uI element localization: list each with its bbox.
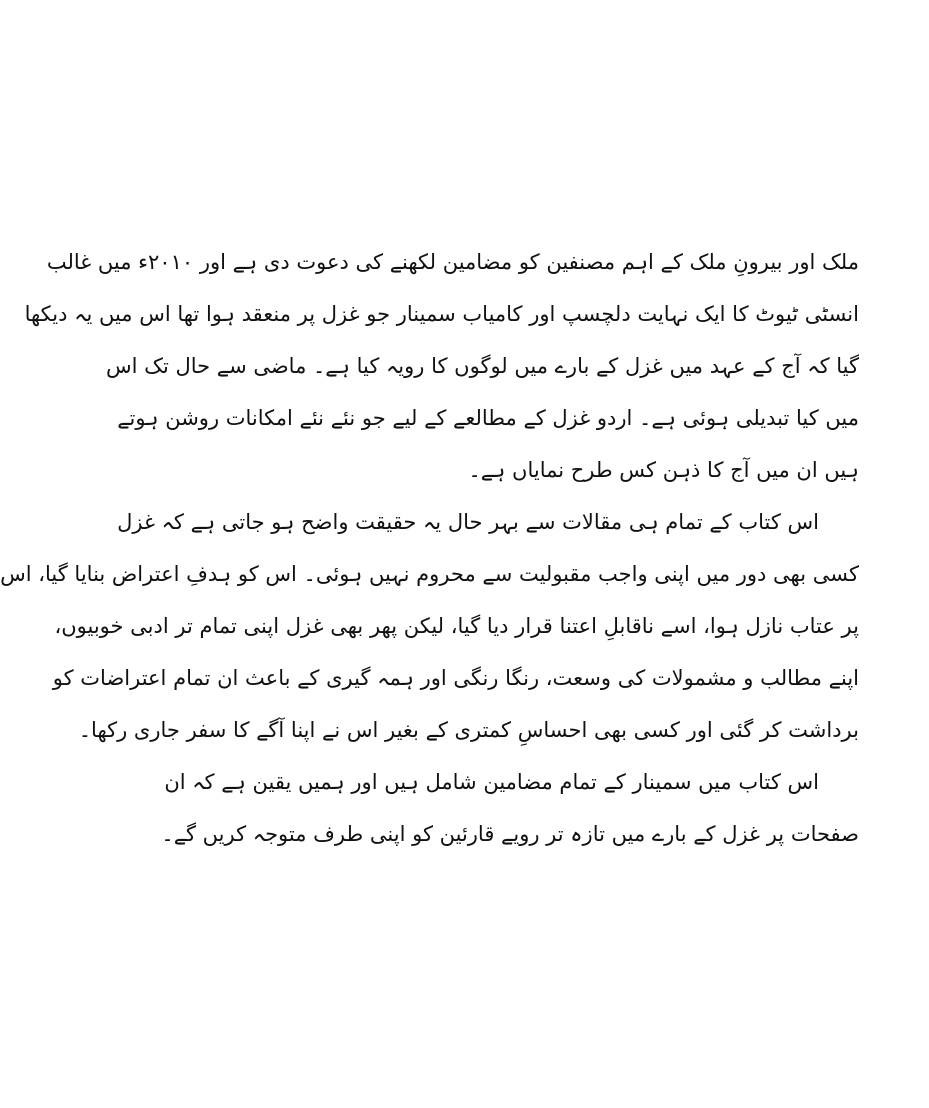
- text-line: انسٹی ٹیوٹ کا ایک نہایت دلچسپ اور کامیاب سمینار جو غزل پر منعقد ہوا تھا اس میں یہ دیکھا: [24, 302, 859, 326]
- paragraph-intro: [24, 236, 859, 496]
- text-line: کسی بھی دور میں اپنی واجب مقبولیت سے محروم نہیں ہوئی۔ اس کو ہدفِ اعتراض بنایا گیا، اس: [0, 562, 859, 586]
- text-line: میں کیا تبدیلی ہوئی ہے۔ اردو غزل کے مطالعے کے لیے جو نئے نئے امکانات روشن ہوتے: [117, 406, 859, 430]
- paragraph-seminar-articles: [161, 756, 859, 860]
- text-line: گیا کہ آج کے عہد میں غزل کے بارے میں لوگوں کا رویہ کیا ہے۔ ماضی سے حال تک اس: [106, 354, 859, 378]
- text-line: اس کتاب میں سمینار کے تمام مضامین شامل ہیں اور ہمیں یقین ہے کہ ان: [164, 770, 819, 794]
- text-line: برداشت کر گئی اور کسی بھی احساسِ کمتری کے بغیر اس نے اپنا آگے کا سفر جاری رکھا۔: [78, 718, 859, 742]
- text-line: اس کتاب کے تمام ہی مقالات سے بہر حال یہ حقیقت واضح ہو جاتی ہے کہ غزل: [117, 510, 819, 534]
- text-line: اپنے مطالب و مشمولات کی وسعت، رنگا رنگی اور ہمہ گیری کے باعث ان تمام اعتراضات کو: [52, 666, 859, 690]
- text-line: ملک اور بیرونِ ملک کے اہم مصنفین کو مضامین لکھنے کی دعوت دی ہے اور ۲۰۱۰ء میں غالب: [46, 250, 859, 274]
- text-line: صفحات پر غزل کے بارے میں تازہ تر رویے قارئین کو اپنی طرف متوجہ کریں گے۔: [161, 822, 859, 846]
- text-line: پر عتاب نازل ہوا، اسے ناقابلِ اعتنا قرار دیا گیا، لیکن پھر بھی غزل اپنی تمام تر ادبی خوبیوں،: [54, 614, 859, 638]
- text-line: ہیں ان میں آج کا ذہن کس طرح نمایاں ہے۔: [468, 458, 859, 482]
- paragraph-ghazal-acceptance: [0, 496, 859, 756]
- document-page: [0, 236, 859, 860]
